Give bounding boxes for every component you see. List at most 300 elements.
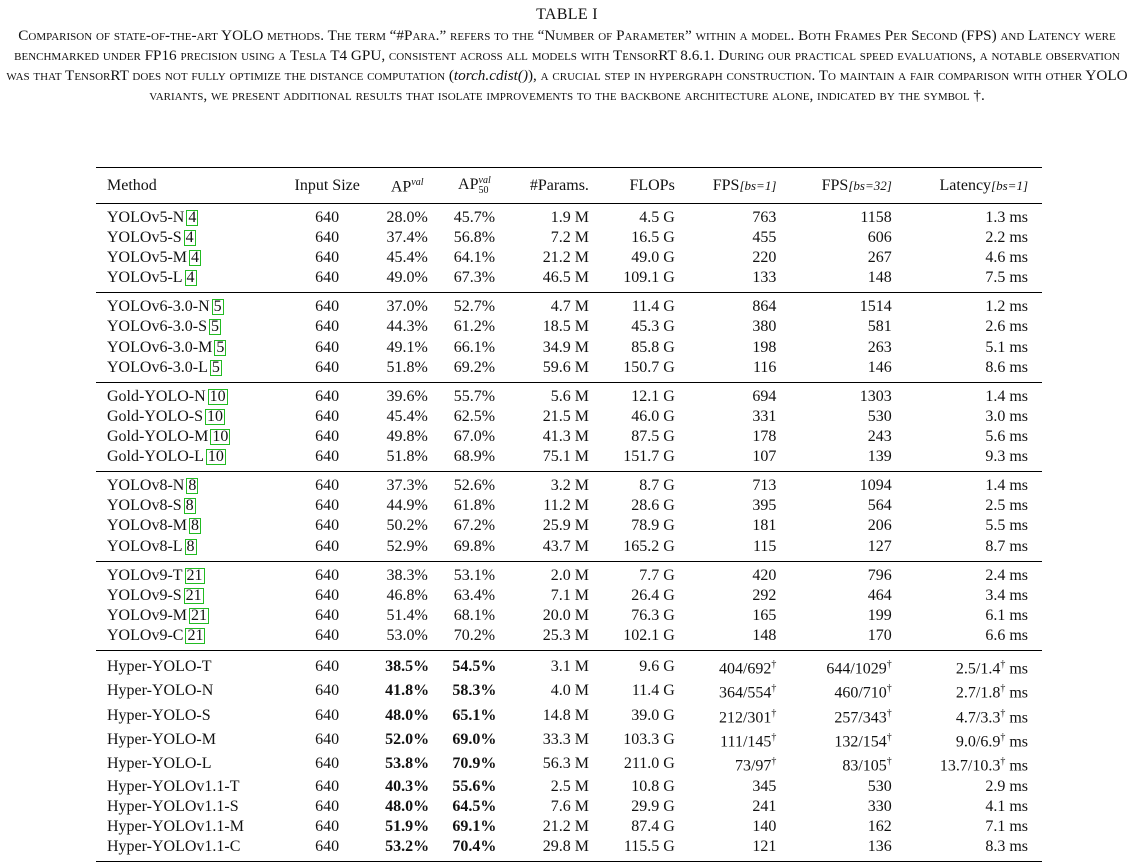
cell-fps-bs32 bbox=[796, 248, 911, 268]
method-name: YOLOv9-C bbox=[107, 626, 184, 644]
latency-value: 3.4 ms bbox=[985, 586, 1028, 604]
cell-method bbox=[96, 427, 281, 447]
cell-method bbox=[96, 606, 281, 626]
cell-flops: 49.0 G bbox=[631, 249, 675, 267]
table-row bbox=[96, 837, 1042, 862]
cell-flops: 16.5 G bbox=[631, 229, 675, 247]
latency-value: 2.6 ms bbox=[985, 318, 1028, 336]
cell-method bbox=[96, 228, 281, 248]
cell-flops: 4.5 G bbox=[639, 209, 675, 226]
table-caption bbox=[6, 26, 1128, 106]
cell-ap: 50.2% bbox=[386, 517, 428, 535]
cell-params: 7.6 M bbox=[550, 797, 589, 815]
cell-latency bbox=[912, 382, 1042, 407]
table-row bbox=[96, 447, 1042, 472]
header-ap50 bbox=[441, 168, 508, 204]
dagger-mark: † bbox=[1000, 683, 1006, 695]
citation-ref: 8 bbox=[186, 537, 195, 555]
table-row bbox=[96, 496, 1042, 516]
cell-method bbox=[96, 586, 281, 606]
cell-params: 5.6 M bbox=[550, 387, 589, 405]
cell-fps-bs32 bbox=[796, 382, 911, 407]
fps-bs32-value: 162 bbox=[867, 817, 892, 835]
cell-latency bbox=[912, 496, 1042, 516]
method-name: YOLOv9-S bbox=[107, 586, 182, 604]
caption-text-1: Comparison of state-of-the-art YOLO methods. The term “#Para.” refers to the “Number of Parameter” within a model. Both Frames Per Second (FPS) and Latency were benchmarked under FP16 precision using a Tesla T4 GPU, consistent across all models with TensorRT 8.6.1. During our practical speed evaluations, a notable observation was that TensorRT does not fully optimize the distance computation ( bbox=[6, 27, 1120, 84]
cell-input-size: 640 bbox=[315, 537, 340, 555]
dagger-mark: † bbox=[771, 683, 777, 695]
latency-value: 13.7/10.3 bbox=[939, 757, 1001, 775]
latency-value: 2.5 ms bbox=[985, 497, 1028, 515]
cell-params: 21.2 M bbox=[542, 817, 589, 835]
cell-params: 2.0 M bbox=[550, 566, 589, 584]
fps-bs32-value: 127 bbox=[867, 537, 892, 555]
cell-latency bbox=[912, 606, 1042, 626]
cell-latency bbox=[912, 626, 1042, 651]
cell-input-size: 640 bbox=[315, 229, 340, 247]
table-row bbox=[96, 586, 1042, 606]
method-name: Gold-YOLO-L bbox=[107, 448, 204, 466]
header-ap50-sup: val bbox=[478, 174, 491, 186]
table-row bbox=[96, 561, 1042, 586]
cell-method bbox=[96, 407, 281, 427]
cell-flops: 78.9 G bbox=[631, 517, 675, 535]
cell-params: 3.1 M bbox=[550, 658, 589, 676]
cell-input-size: 640 bbox=[315, 706, 340, 724]
dagger-mark: † bbox=[886, 756, 892, 768]
method-name: Hyper-YOLOv1.1-S bbox=[107, 797, 239, 815]
cell-ap50: 67.0% bbox=[453, 428, 496, 446]
cell-flops: 102.1 G bbox=[623, 626, 675, 644]
cell-latency bbox=[912, 317, 1042, 337]
cell-fps-bs1 bbox=[689, 293, 797, 318]
header-fps-bs32-text: FPS bbox=[821, 176, 849, 194]
cell-fps-bs1 bbox=[689, 407, 797, 427]
table-group bbox=[96, 382, 1042, 471]
citation-ref: 8 bbox=[191, 517, 199, 535]
table-group bbox=[96, 204, 1042, 293]
fps-bs32-value: 243 bbox=[867, 428, 892, 446]
dagger-mark: † bbox=[771, 731, 777, 743]
cell-fps-bs32 bbox=[796, 472, 911, 497]
citation-ref: 10 bbox=[207, 448, 224, 466]
latency-value: 9.3 ms bbox=[985, 448, 1028, 466]
cell-input-size: 640 bbox=[315, 358, 340, 376]
dagger-mark: † bbox=[771, 756, 777, 768]
citation-ref: 4 bbox=[188, 209, 197, 226]
cell-params: 75.1 M bbox=[542, 448, 589, 466]
cell-ap: 38.5% bbox=[385, 658, 430, 676]
cell-fps-bs32 bbox=[796, 837, 911, 862]
cell-input-size: 640 bbox=[315, 682, 340, 700]
cell-ap: 28.0% bbox=[386, 209, 428, 226]
table-row bbox=[96, 650, 1042, 679]
citation-ref: 10 bbox=[209, 387, 226, 405]
fps-bs1-value: 420 bbox=[752, 566, 777, 584]
cell-method bbox=[96, 626, 281, 651]
cell-ap50: 66.1% bbox=[453, 338, 496, 356]
cell-ap50: 52.7% bbox=[453, 298, 496, 316]
fps-bs1-value: 133 bbox=[752, 269, 777, 287]
cell-fps-bs32 bbox=[796, 447, 911, 472]
cell-params: 33.3 M bbox=[542, 731, 589, 749]
cell-fps-bs1 bbox=[689, 606, 797, 626]
cell-latency bbox=[912, 817, 1042, 837]
cell-latency bbox=[912, 797, 1042, 817]
cell-latency bbox=[912, 472, 1042, 497]
cell-flops: 11.4 G bbox=[631, 682, 675, 700]
cell-method bbox=[96, 797, 281, 817]
table-row bbox=[96, 317, 1042, 337]
dagger-mark: † bbox=[1000, 658, 1006, 670]
cell-ap: 37.0% bbox=[386, 298, 428, 316]
cell-fps-bs32 bbox=[796, 427, 911, 447]
cell-fps-bs32 bbox=[796, 606, 911, 626]
citation-ref: 5 bbox=[211, 318, 219, 336]
cell-latency bbox=[912, 204, 1042, 229]
cell-fps-bs32 bbox=[796, 496, 911, 516]
fps-bs1-value: 220 bbox=[752, 249, 777, 267]
cell-ap: 52.0% bbox=[385, 731, 430, 749]
cell-ap: 51.4% bbox=[386, 606, 428, 624]
fps-bs32-value: 1303 bbox=[859, 387, 892, 405]
cell-ap50: 69.0% bbox=[452, 731, 497, 749]
cell-fps-bs1 bbox=[689, 358, 797, 383]
cell-params: 25.3 M bbox=[542, 626, 589, 644]
table-row bbox=[96, 626, 1042, 651]
cell-fps-bs1 bbox=[689, 338, 797, 358]
fps-bs32-value: 267 bbox=[867, 249, 892, 267]
cell-ap: 44.3% bbox=[386, 318, 428, 336]
cell-method bbox=[96, 447, 281, 472]
cell-params: 4.7 M bbox=[550, 298, 589, 316]
fps-bs1-value: 111/145 bbox=[720, 733, 772, 751]
cell-fps-bs1 bbox=[689, 204, 797, 229]
table-row bbox=[96, 407, 1042, 427]
cell-fps-bs32 bbox=[796, 358, 911, 383]
latency-unit: ms bbox=[1005, 684, 1028, 702]
cell-params: 3.2 M bbox=[550, 477, 589, 495]
fps-bs32-value: 581 bbox=[867, 318, 892, 336]
latency-unit: ms bbox=[1005, 660, 1028, 678]
cell-ap50: 70.4% bbox=[452, 838, 497, 856]
cell-params: 11.2 M bbox=[543, 497, 589, 515]
header-latency-sub: [bs=1] bbox=[991, 177, 1028, 193]
cell-latency bbox=[912, 728, 1042, 752]
citation-ref: 5 bbox=[211, 358, 220, 376]
cell-flops: 10.8 G bbox=[631, 777, 675, 795]
latency-value: 7.5 ms bbox=[985, 269, 1028, 287]
fps-bs32-value: 136 bbox=[867, 838, 892, 856]
cell-latency bbox=[912, 704, 1042, 728]
latency-unit: ms bbox=[1005, 733, 1028, 751]
cell-fps-bs32 bbox=[796, 679, 911, 703]
cell-ap50: 61.8% bbox=[453, 497, 496, 515]
cell-fps-bs32 bbox=[796, 817, 911, 837]
fps-bs1-value: 694 bbox=[752, 387, 777, 405]
table-row bbox=[96, 248, 1042, 268]
cell-params: 7.2 M bbox=[550, 229, 589, 247]
cell-fps-bs1 bbox=[689, 797, 797, 817]
cell-params: 25.9 M bbox=[542, 517, 589, 535]
cell-flops: 7.7 G bbox=[639, 566, 675, 584]
cell-input-size: 640 bbox=[315, 477, 340, 495]
citation-ref: 21 bbox=[191, 606, 207, 624]
method-name: YOLOv6-3.0-M bbox=[107, 338, 213, 356]
fps-bs1-value: 404/692 bbox=[718, 660, 772, 678]
fps-bs32-value: 263 bbox=[867, 338, 892, 356]
cell-fps-bs32 bbox=[796, 704, 911, 728]
cell-flops: 76.3 G bbox=[631, 606, 675, 624]
dagger-mark: † bbox=[886, 731, 892, 743]
cell-flops: 85.8 G bbox=[631, 338, 675, 356]
cell-flops: 150.7 G bbox=[623, 358, 675, 376]
cell-ap: 49.1% bbox=[386, 338, 428, 356]
cell-method bbox=[96, 496, 281, 516]
cell-params: 20.0 M bbox=[542, 606, 589, 624]
dagger-mark: † bbox=[1000, 756, 1006, 768]
cell-fps-bs32 bbox=[796, 626, 911, 651]
cell-input-size: 640 bbox=[315, 497, 340, 515]
table-row bbox=[96, 797, 1042, 817]
cell-latency bbox=[912, 679, 1042, 703]
table-row bbox=[96, 472, 1042, 497]
header-latency bbox=[912, 168, 1042, 204]
method-name: Hyper-YOLO-M bbox=[107, 731, 216, 749]
header-fps-bs32-sub: [bs=32] bbox=[848, 177, 892, 193]
header-ap-text: AP bbox=[390, 178, 412, 196]
cell-method bbox=[96, 382, 281, 407]
fps-bs1-value: 241 bbox=[752, 797, 777, 815]
cell-fps-bs32 bbox=[796, 516, 911, 536]
cell-flops: 87.4 G bbox=[631, 817, 675, 835]
fps-bs1-value: 763 bbox=[752, 209, 777, 226]
method-name: YOLOv8-S bbox=[107, 497, 182, 515]
table-row bbox=[96, 268, 1042, 293]
cell-fps-bs32 bbox=[796, 752, 911, 776]
cell-fps-bs32 bbox=[796, 797, 911, 817]
cell-ap50: 55.6% bbox=[452, 777, 497, 795]
table-row bbox=[96, 817, 1042, 837]
cell-params: 59.6 M bbox=[542, 358, 589, 376]
cell-method bbox=[96, 338, 281, 358]
cell-input-size: 640 bbox=[315, 817, 340, 835]
cell-ap50: 45.7% bbox=[453, 209, 496, 226]
cell-input-size: 640 bbox=[315, 586, 340, 604]
cell-latency bbox=[912, 650, 1042, 679]
latency-value: 1.3 ms bbox=[985, 209, 1028, 226]
latency-value: 5.5 ms bbox=[985, 517, 1028, 535]
cell-fps-bs32 bbox=[796, 228, 911, 248]
cell-method bbox=[96, 561, 281, 586]
latency-value: 2.9 ms bbox=[985, 777, 1028, 795]
cell-ap50: 69.2% bbox=[453, 358, 496, 376]
header-ap-sup: val bbox=[411, 177, 424, 189]
cell-flops: 12.1 G bbox=[631, 387, 675, 405]
method-name: YOLOv6-3.0-L bbox=[107, 358, 208, 376]
cell-input-size: 640 bbox=[315, 777, 340, 795]
cell-ap50: 69.1% bbox=[452, 817, 497, 835]
table-row bbox=[96, 338, 1042, 358]
cell-ap50: 62.5% bbox=[453, 407, 496, 425]
cell-fps-bs1 bbox=[689, 317, 797, 337]
cell-fps-bs32 bbox=[796, 561, 911, 586]
latency-value: 8.7 ms bbox=[985, 537, 1028, 555]
cell-fps-bs1 bbox=[689, 268, 797, 293]
cell-params: 41.3 M bbox=[542, 428, 589, 446]
caption-code: torch.cdist() bbox=[453, 67, 528, 84]
cell-fps-bs1 bbox=[689, 837, 797, 862]
table-row bbox=[96, 293, 1042, 318]
cell-flops: 211.0 G bbox=[623, 755, 675, 773]
cell-flops: 46.0 G bbox=[631, 407, 675, 425]
header-input-size: Input Size bbox=[294, 176, 360, 194]
citation-ref: 10 bbox=[212, 428, 229, 446]
method-name: Hyper-YOLO-N bbox=[107, 682, 214, 700]
cell-method bbox=[96, 317, 281, 337]
latency-value: 7.1 ms bbox=[985, 817, 1028, 835]
table-label: TABLE I bbox=[536, 6, 598, 23]
cell-input-size: 640 bbox=[315, 626, 340, 644]
fps-bs1-value: 107 bbox=[752, 448, 777, 466]
fps-bs32-value: 796 bbox=[867, 566, 892, 584]
fps-bs1-value: 395 bbox=[752, 497, 777, 515]
fps-bs32-value: 330 bbox=[867, 797, 892, 815]
fps-bs1-value: 73/97 bbox=[734, 757, 772, 775]
cell-ap: 51.9% bbox=[385, 817, 430, 835]
cell-input-size: 640 bbox=[315, 298, 340, 316]
cell-ap50: 55.7% bbox=[453, 387, 496, 405]
citation-ref: 4 bbox=[185, 229, 194, 247]
latency-unit: ms bbox=[1005, 708, 1028, 726]
latency-value: 3.0 ms bbox=[985, 407, 1028, 425]
fps-bs32-value: 1514 bbox=[859, 298, 892, 316]
cell-fps-bs1 bbox=[689, 728, 797, 752]
table-row bbox=[96, 704, 1042, 728]
dagger-mark: † bbox=[1000, 707, 1006, 719]
fps-bs1-value: 181 bbox=[752, 517, 777, 535]
dagger-mark: † bbox=[771, 707, 777, 719]
latency-unit: ms bbox=[1005, 757, 1028, 775]
cell-method bbox=[96, 679, 281, 703]
table-group bbox=[96, 561, 1042, 650]
method-name: Gold-YOLO-N bbox=[107, 387, 206, 405]
fps-bs1-value: 121 bbox=[752, 838, 777, 856]
cell-ap: 48.0% bbox=[385, 797, 430, 815]
fps-bs32-value: 530 bbox=[867, 777, 892, 795]
cell-latency bbox=[912, 537, 1042, 562]
cell-flops: 8.7 G bbox=[639, 477, 675, 495]
cell-ap: 53.8% bbox=[385, 755, 430, 773]
latency-value: 8.3 ms bbox=[985, 838, 1028, 856]
cell-ap: 37.4% bbox=[386, 229, 428, 247]
cell-fps-bs1 bbox=[689, 447, 797, 472]
header-flops: FLOPs bbox=[629, 176, 675, 194]
cell-fps-bs1 bbox=[689, 472, 797, 497]
latency-value: 2.5/1.4 bbox=[955, 660, 1001, 678]
cell-latency bbox=[912, 837, 1042, 862]
fps-bs32-value: 606 bbox=[867, 229, 892, 247]
fps-bs1-value: 115 bbox=[752, 537, 777, 555]
dagger-mark: † bbox=[771, 658, 777, 670]
fps-bs1-value: 140 bbox=[752, 817, 777, 835]
cell-fps-bs1 bbox=[689, 427, 797, 447]
fps-bs32-value: 199 bbox=[867, 606, 892, 624]
citation-ref: 21 bbox=[187, 626, 204, 644]
cell-params: 1.9 M bbox=[550, 209, 589, 226]
cell-input-size: 640 bbox=[315, 249, 340, 267]
cell-params: 21.5 M bbox=[542, 407, 589, 425]
cell-ap: 53.2% bbox=[385, 838, 430, 856]
header-method: Method bbox=[107, 176, 157, 194]
fps-bs1-value: 178 bbox=[752, 428, 777, 446]
cell-fps-bs32 bbox=[796, 586, 911, 606]
header-fps-bs1 bbox=[689, 168, 797, 204]
cell-method bbox=[96, 752, 281, 776]
cell-ap: 48.0% bbox=[385, 706, 430, 724]
header-params: #Params. bbox=[529, 176, 589, 194]
cell-latency bbox=[912, 228, 1042, 248]
fps-bs1-value: 331 bbox=[752, 407, 777, 425]
method-name: YOLOv6-3.0-S bbox=[107, 318, 207, 336]
cell-flops: 39.0 G bbox=[631, 706, 675, 724]
method-name: Hyper-YOLOv1.1-C bbox=[107, 838, 241, 856]
cell-method bbox=[96, 248, 281, 268]
latency-value: 2.7/1.8 bbox=[955, 684, 1001, 702]
cell-method bbox=[96, 516, 281, 536]
method-name: YOLOv5-L bbox=[107, 269, 183, 287]
latency-value: 4.6 ms bbox=[985, 249, 1028, 267]
table-row bbox=[96, 358, 1042, 383]
table-group bbox=[96, 650, 1042, 861]
latency-value: 6.6 ms bbox=[985, 626, 1028, 644]
cell-fps-bs1 bbox=[689, 650, 797, 679]
header-fps-bs32 bbox=[796, 168, 911, 204]
fps-bs32-value: 257/343 bbox=[834, 708, 887, 726]
cell-params: 18.5 M bbox=[542, 318, 589, 336]
cell-fps-bs32 bbox=[796, 204, 911, 229]
latency-value: 4.1 ms bbox=[985, 797, 1028, 815]
cell-flops: 11.4 G bbox=[631, 298, 675, 316]
latency-value: 5.1 ms bbox=[985, 338, 1028, 356]
table-group bbox=[96, 472, 1042, 561]
cell-fps-bs32 bbox=[796, 728, 911, 752]
header-fps-bs1-sub: [bs=1] bbox=[739, 177, 777, 193]
latency-value: 8.6 ms bbox=[985, 358, 1028, 376]
cell-fps-bs1 bbox=[689, 228, 797, 248]
table-row bbox=[96, 679, 1042, 703]
fps-bs1-value: 345 bbox=[752, 777, 777, 795]
citation-ref: 10 bbox=[207, 407, 223, 425]
cell-fps-bs32 bbox=[796, 407, 911, 427]
comparison-table bbox=[96, 167, 1042, 862]
cell-fps-bs1 bbox=[689, 537, 797, 562]
fps-bs1-value: 165 bbox=[752, 606, 777, 624]
cell-fps-bs1 bbox=[689, 626, 797, 651]
caption-text-2: ), a crucial step in hypergraph construction. To maintain a fair comparison with other YOLO variants, we present additional results that isolate improvements to the backbone architecture alone, indicated by the symbol †. bbox=[149, 67, 1128, 104]
cell-ap: 45.4% bbox=[386, 407, 428, 425]
table-row bbox=[96, 204, 1042, 229]
fps-bs32-value: 1094 bbox=[859, 477, 892, 495]
cell-fps-bs1 bbox=[689, 679, 797, 703]
cell-flops: 28.6 G bbox=[631, 497, 675, 515]
cell-ap: 40.3% bbox=[385, 777, 430, 795]
cell-flops: 109.1 G bbox=[623, 269, 675, 287]
method-name: Hyper-YOLO-L bbox=[107, 755, 212, 773]
cell-latency bbox=[912, 752, 1042, 776]
cell-method bbox=[96, 268, 281, 293]
method-name: Hyper-YOLO-T bbox=[107, 658, 212, 676]
